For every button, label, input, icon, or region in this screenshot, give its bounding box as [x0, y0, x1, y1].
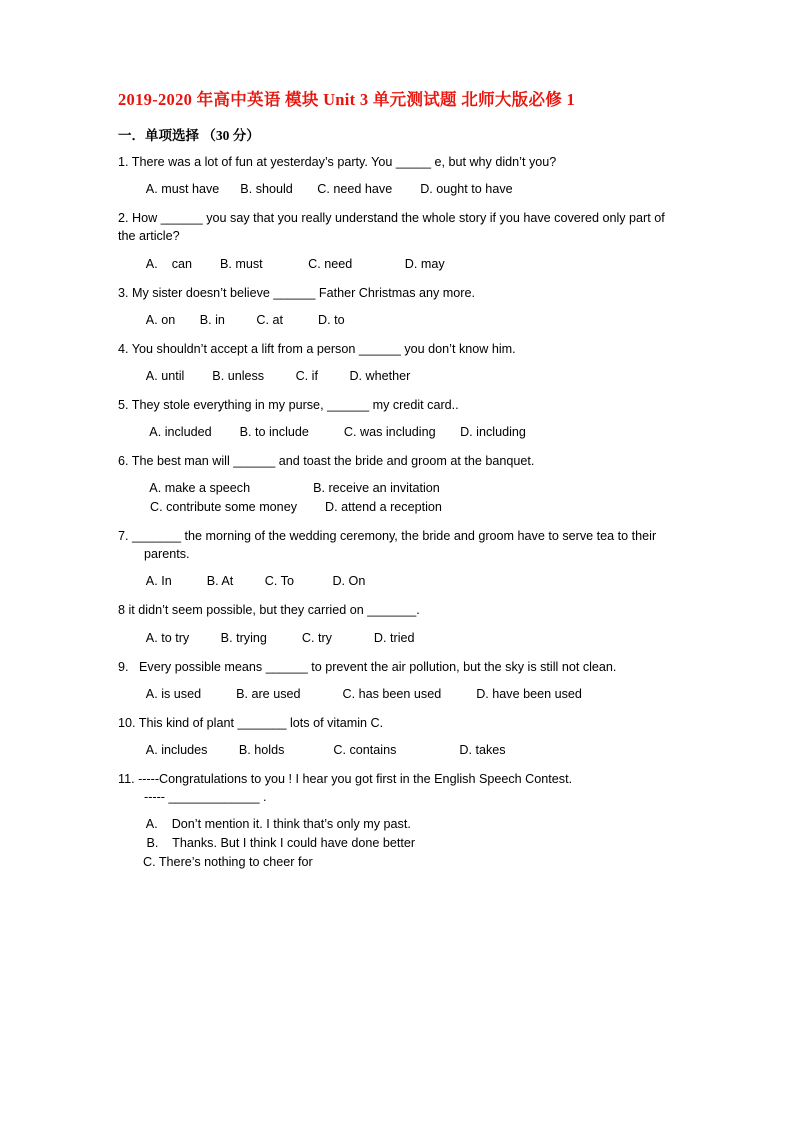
question-stem: 2. How ______ you say that you really understand the whole story if you have covered only part of [118, 211, 665, 226]
question-stem: 9. Every possible means ______ to prevent the air pollution, but the sky is still not clean. [118, 659, 617, 674]
question-options [118, 180, 688, 199]
option-row[interactable]: A. is used B. are used C. has been used D. have been used [136, 686, 582, 701]
option-row[interactable]: A. make a speech B. receive an invitation [136, 481, 440, 496]
question-item [118, 601, 688, 647]
question-options [118, 629, 688, 648]
option-row[interactable]: A. to try B. trying C. try D. tried [136, 630, 415, 645]
question-item [118, 396, 688, 442]
question-options [118, 311, 688, 330]
question-options [118, 741, 688, 760]
question-stem: 6. The best man will ______ and toast the bride and groom at the banquet. [118, 453, 535, 468]
question-options [118, 479, 688, 517]
question-stem: 11. -----Congratulations to you ! I hear you got first in the English Speech Contest. [118, 771, 573, 786]
question-item [118, 340, 688, 386]
question-item [118, 658, 688, 704]
question-stem: 3. My sister doesn’t believe ______ Father Christmas any more. [118, 285, 475, 300]
question-options [118, 367, 688, 386]
option-row[interactable]: A. until B. unless C. if D. whether [136, 368, 411, 383]
question-item [118, 284, 688, 330]
option-row[interactable]: C. contribute some money D. attend a reception [136, 500, 442, 515]
option-row[interactable]: A. must have B. should C. need have D. ought to have [136, 182, 513, 197]
page-title: 2019-2020 年高中英语 模块 Unit 3 单元测试题 北师大版必修 1 [118, 90, 576, 109]
question-item [118, 452, 688, 517]
question-stem: 7. _______ the morning of the wedding ceremony, the bride and groom have to serve tea to their [118, 528, 657, 543]
question-options [118, 685, 688, 704]
question-stem-continuation: ----- _____________ . [144, 790, 267, 805]
question-stem: 8 it didn’t seem possible, but they carried on _______. [118, 603, 420, 618]
section-heading: 一．单项选择 （30 分） [118, 128, 260, 143]
question-stem-wrap [118, 770, 688, 807]
option-row[interactable]: A. includes B. holds C. contains D. takes [136, 742, 506, 757]
question-item [118, 714, 688, 760]
question-options [118, 572, 688, 591]
option-row[interactable]: A. on B. in C. at D. to [136, 312, 345, 327]
question-stem: 10. This kind of plant _______ lots of vitamin C. [118, 715, 384, 730]
question-options [118, 423, 688, 442]
question-item [118, 527, 688, 591]
question-stem: 5. They stole everything in my purse, ______ my credit card.. [118, 397, 459, 412]
option-row[interactable]: A. Don’t mention it. I think that’s only my past. [136, 817, 411, 832]
question-item [118, 209, 688, 273]
question-options [118, 815, 688, 872]
option-row[interactable]: A. In B. At C. To D. On [136, 574, 366, 589]
option-row[interactable]: C. There’s nothing to cheer for [136, 855, 313, 870]
question-stem-continuation: parents. [144, 547, 190, 562]
option-row[interactable]: B. Thanks. But I think I could have done better [136, 836, 416, 851]
question-options [118, 255, 688, 274]
option-row[interactable]: A. can B. must C. need D. may [136, 256, 445, 271]
question-stem: 4. You shouldn’t accept a lift from a person ______ you don’t know him. [118, 341, 516, 356]
question-item [118, 153, 688, 199]
option-row[interactable]: A. included B. to include C. was including D. including [136, 425, 526, 440]
question-stem: 1. There was a lot of fun at yesterday’s party. You _____ e, but why didn’t you? [118, 155, 557, 169]
question-stem-continuation: the article? [118, 229, 180, 244]
question-stem-wrap [118, 209, 688, 246]
question-item [118, 770, 688, 872]
question-stem-wrap [118, 527, 688, 564]
